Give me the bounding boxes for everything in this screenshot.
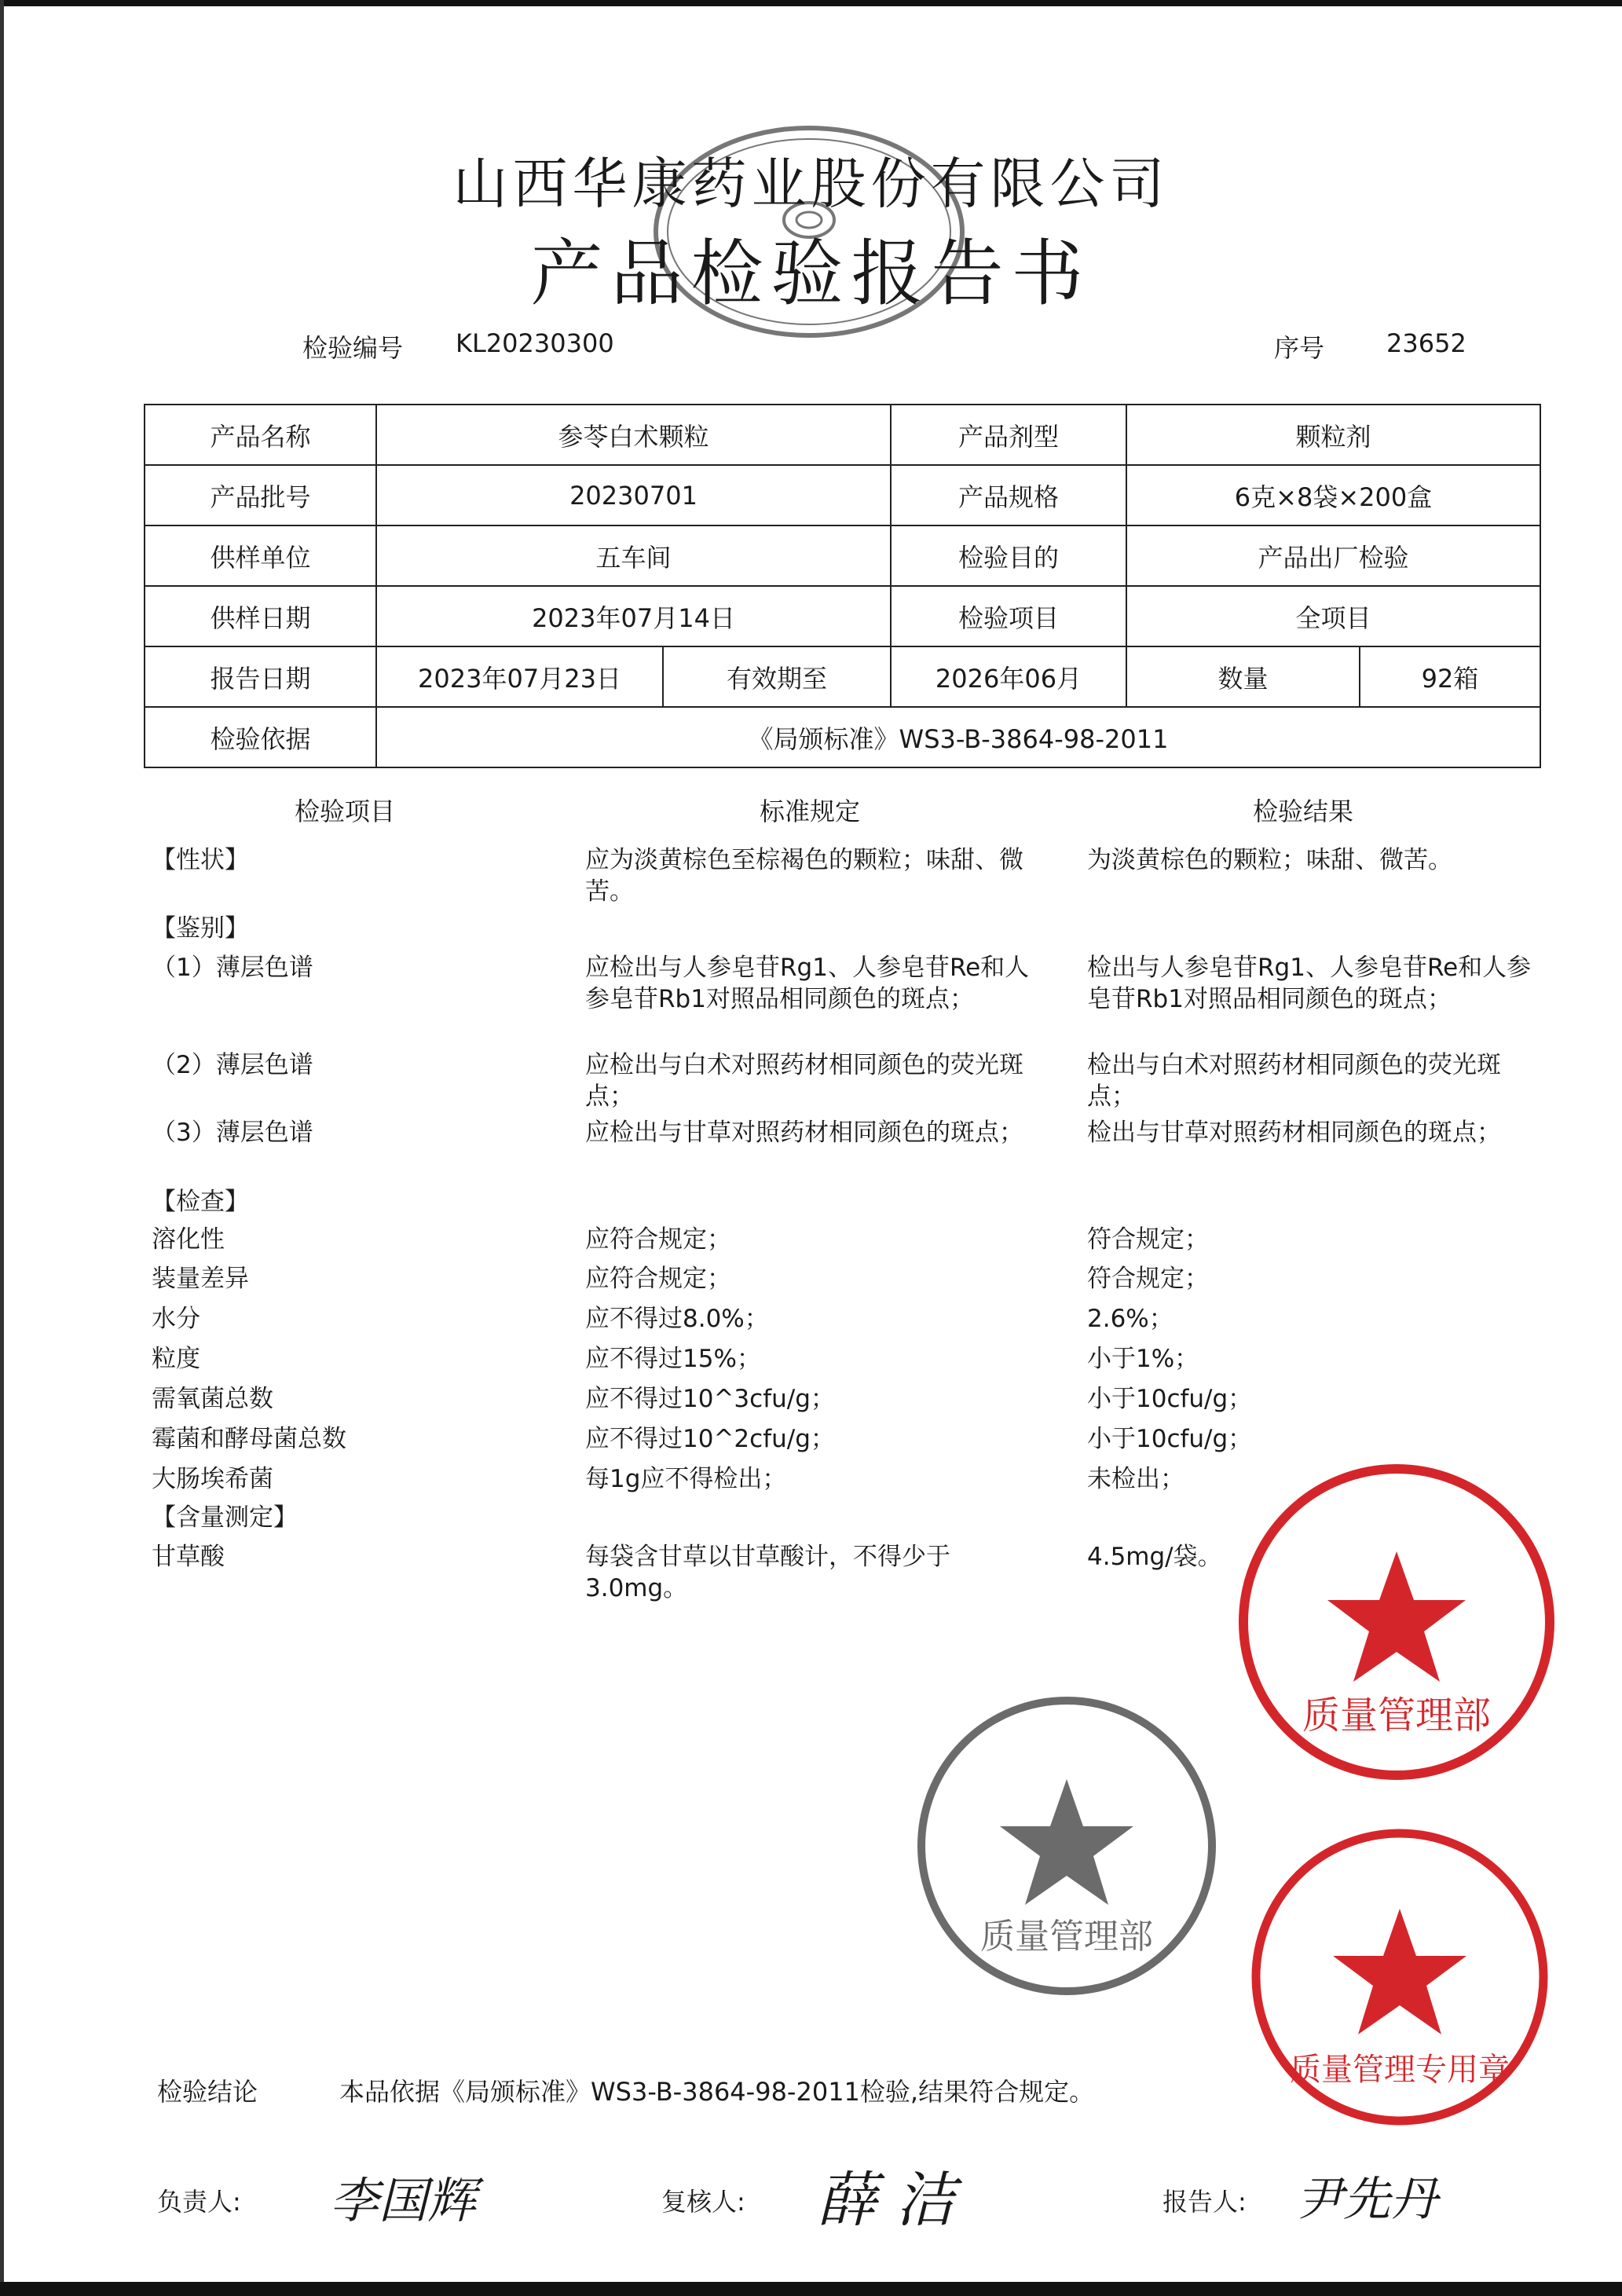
scan-border-bottom	[0, 2282, 1622, 2296]
table-label: 供样日期	[145, 586, 376, 646]
ecoli-result: 未检出；	[1087, 1465, 1184, 1493]
table-row	[145, 586, 1540, 646]
svg-text:质量管理部: 质量管理部	[980, 1917, 1153, 1957]
particle-size-result: 小于1%；	[1087, 1345, 1199, 1373]
table-label: 产品规格	[891, 465, 1126, 525]
reviewer-signature: 薛 洁	[817, 2165, 956, 2235]
reporter-signature: 尹先丹	[1296, 2172, 1437, 2227]
aerobic-count-standard: 应不得过10^3cfu/g；	[585, 1385, 835, 1413]
character-result: 为淡黄棕色的颗粒；味甜、微苦。	[1087, 846, 1452, 874]
mold-yeast-item: 霉菌和酵母菌总数	[152, 1425, 346, 1453]
weight-variation-standard: 应符合规定；	[585, 1265, 731, 1293]
product-info-table	[144, 404, 1541, 768]
table-label: 产品名称	[145, 405, 376, 465]
table-row	[145, 525, 1540, 586]
id3-result: 检出与甘草对照药材相同颜色的斑点；	[1087, 1119, 1501, 1147]
glycyrrhizic-standard: 每袋含甘草以甘草酸计，不得少于3.0mg。	[585, 1543, 950, 1602]
report-no-label: 检验编号	[302, 333, 404, 363]
weight-variation-result: 符合规定；	[1087, 1265, 1209, 1293]
id3-item: （3）薄层色谱	[152, 1119, 313, 1147]
inspection-purpose: 产品出厂检验	[1126, 525, 1540, 586]
scan-border-top	[0, 0, 1622, 6]
dosage-form: 颗粒剂	[1126, 405, 1540, 465]
responsible-signature: 李国辉	[330, 2172, 477, 2229]
solubility-item: 溶化性	[152, 1225, 225, 1254]
report-date: 2023年07月23日	[376, 646, 663, 707]
glycyrrhizic-item: 甘草酸	[152, 1543, 225, 1571]
water-item: 水分	[152, 1305, 200, 1333]
svg-text:质量管理部: 质量管理部	[1302, 1694, 1492, 1738]
serial-no: 23652	[1386, 328, 1466, 358]
table-label: 产品剂型	[891, 405, 1126, 465]
ecoli-item: 大肠埃希菌	[152, 1465, 273, 1493]
id2-item: （2）薄层色谱	[152, 1051, 313, 1079]
id3-standard: 应检出与甘草对照药材相同颜色的斑点；	[585, 1119, 1023, 1147]
table-row	[145, 646, 1540, 707]
reviewer-label: 复核人:	[661, 2187, 745, 2217]
dazheng-pharma-quality-seal	[910, 1689, 1224, 2003]
quantity: 92箱	[1360, 646, 1540, 707]
table-label: 有效期至	[663, 646, 891, 707]
company-name: 山西华康药业股份有限公司	[452, 152, 1170, 216]
aerobic-count-item: 需氧菌总数	[152, 1385, 273, 1413]
conclusion-text: 本品依据《局颁标准》WS3-B-3864-98-2011检验,结果符合规定。	[339, 2077, 1095, 2107]
solubility-standard: 应符合规定；	[585, 1225, 731, 1254]
table-label: 检验项目	[891, 586, 1126, 646]
mold-yeast-result: 小于10cfu/g；	[1087, 1425, 1253, 1453]
responsible-label: 负责人:	[157, 2187, 241, 2217]
table-label: 数量	[1126, 646, 1360, 707]
product-name: 参苓白术颗粒	[376, 405, 891, 465]
glycyrrhizic-result: 4.5mg/袋。	[1087, 1543, 1222, 1571]
table-row	[145, 405, 1540, 465]
id1-result: 检出与人参皂苷Rg1、人参皂苷Re和人参皂苷Rb1对照品相同颜色的斑点；	[1087, 954, 1532, 1013]
expiry-date: 2026年06月	[891, 646, 1126, 707]
id2-standard: 应检出与白术对照药材相同颜色的荧光斑点；	[585, 1051, 1023, 1111]
section-identification: 【鉴别】	[152, 914, 249, 943]
document-title: 产品检验报告书	[530, 232, 1092, 316]
report-no: KL20230300	[456, 328, 614, 358]
aerobic-count-result: 小于10cfu/g；	[1087, 1385, 1253, 1413]
water-result: 2.6%；	[1087, 1305, 1173, 1333]
section-character: 【性状】	[152, 846, 249, 874]
serial-label: 序号	[1274, 333, 1325, 363]
sample-date: 2023年07月14日	[376, 586, 891, 646]
particle-size-item: 粒度	[152, 1345, 200, 1373]
inspection-items: 全项目	[1126, 586, 1540, 646]
section-assay: 【含量测定】	[152, 1503, 298, 1532]
table-label: 报告日期	[145, 646, 376, 707]
inspection-basis: 《局颁标准》WS3-B-3864-98-2011	[376, 707, 1540, 767]
id1-standard: 应检出与人参皂苷Rg1、人参皂苷Re和人参皂苷Rb1对照品相同颜色的斑点；	[585, 954, 1030, 1013]
specification: 6克×8袋×200盒	[1126, 465, 1540, 525]
longyu-pharmacy-quality-seal	[1232, 1457, 1562, 1787]
svg-text:质量管理专用章: 质量管理专用章	[1290, 2052, 1510, 2088]
id2-result: 检出与白术对照药材相同颜色的荧光斑点；	[1087, 1051, 1501, 1111]
weight-variation-item: 装量差异	[152, 1265, 249, 1293]
water-standard: 应不得过8.0%；	[585, 1305, 769, 1333]
col-header-standard: 标准规定	[760, 796, 861, 826]
table-row	[145, 707, 1540, 767]
yaofang-pharma-quality-seal	[1245, 1822, 1555, 2133]
scan-border-left	[0, 0, 4, 2296]
id1-item: （1）薄层色谱	[152, 954, 313, 982]
mold-yeast-standard: 应不得过10^2cfu/g；	[585, 1425, 835, 1453]
character-standard: 应为淡黄棕色至棕褐色的颗粒；味甜、微苦。	[585, 846, 1023, 906]
col-header-result: 检验结果	[1253, 796, 1354, 826]
conclusion-label: 检验结论	[157, 2077, 258, 2107]
table-label: 检验依据	[145, 707, 376, 767]
sample-supplier: 五车间	[376, 525, 891, 586]
reporter-label: 报告人:	[1162, 2187, 1247, 2217]
table-label: 产品批号	[145, 465, 376, 525]
table-row	[145, 465, 1540, 525]
col-header-item: 检验项目	[295, 796, 396, 826]
batch-number: 20230701	[376, 465, 891, 525]
ecoli-standard: 每1g应不得检出；	[585, 1465, 787, 1493]
solubility-result: 符合规定；	[1087, 1225, 1209, 1254]
particle-size-standard: 应不得过15%；	[585, 1345, 761, 1373]
table-label: 检验目的	[891, 525, 1126, 586]
section-check: 【检查】	[152, 1188, 249, 1216]
table-label: 供样单位	[145, 525, 376, 586]
